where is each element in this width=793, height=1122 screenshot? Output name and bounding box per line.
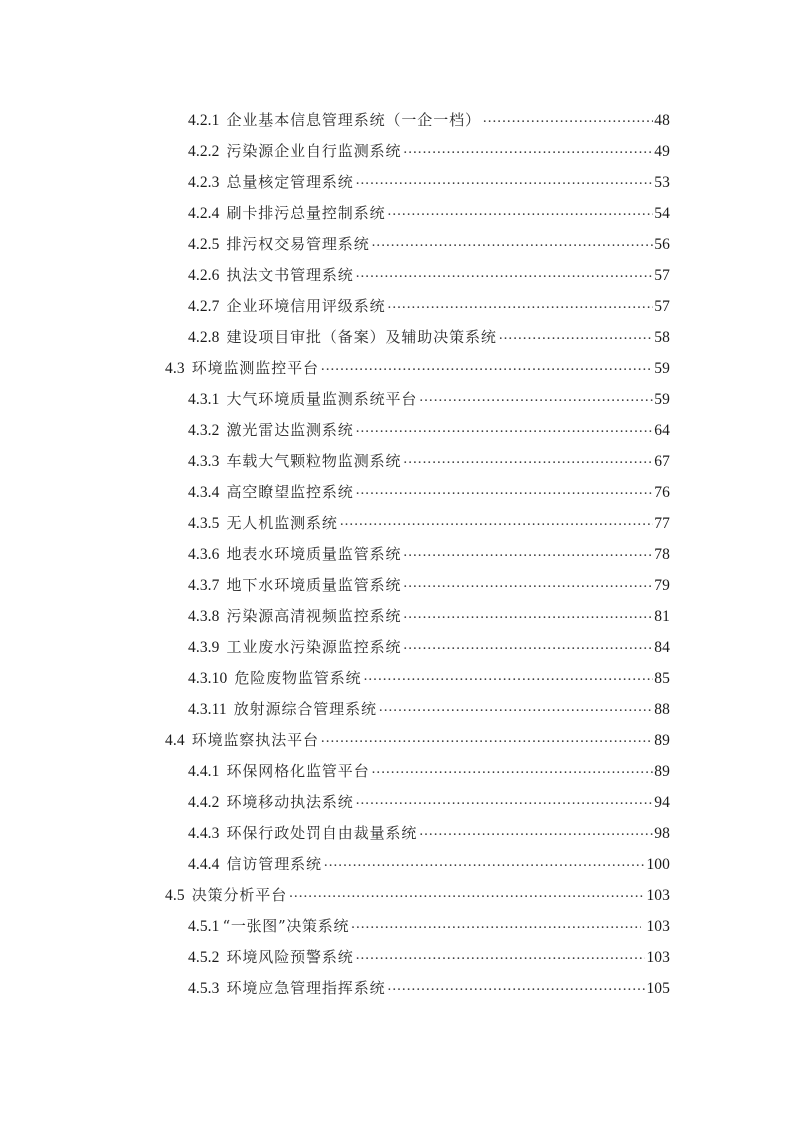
toc-entry-number: 4.5.1 (188, 918, 220, 935)
toc-entry-page-number: 76 (654, 484, 670, 501)
toc-dot-leader (379, 683, 653, 714)
toc-entry-number: 4.3.5 (188, 515, 220, 532)
toc-entry-page-number: 67 (654, 453, 670, 470)
toc-dot-leader (388, 280, 654, 311)
toc-entry-title: 高空瞭望监控系统 (226, 483, 354, 501)
toc-dot-leader (388, 187, 654, 218)
toc-entry-page-number: 84 (654, 639, 670, 656)
toc-entry-number: 4.3 (165, 360, 185, 377)
toc-entry-page-number: 58 (654, 329, 670, 346)
toc-entry-title: 决策分析平台 (191, 886, 288, 904)
toc-entry-title: 环境监测监控平台 (191, 359, 319, 377)
toc-dot-leader (403, 528, 653, 559)
toc-entry-page-number: 100 (646, 856, 670, 873)
toc-entry-title: “一张图”决策系统 (222, 917, 350, 935)
toc-dot-leader (403, 559, 653, 590)
toc-entry-number: 4.4.1 (188, 763, 220, 780)
toc-entry-number: 4.4.4 (188, 856, 220, 873)
toc-entry-number: 4.3.10 (188, 670, 228, 687)
toc-entry-page-number: 57 (654, 298, 670, 315)
toc-dot-leader (356, 776, 654, 807)
toc-entry-number: 4.4.3 (188, 825, 220, 842)
toc-entry-title: 执法文书管理系统 (226, 266, 354, 284)
table-of-contents-list (165, 94, 670, 997)
toc-entry-title: 环境风险预警系统 (226, 948, 354, 966)
toc-dot-leader (356, 156, 654, 187)
toc-dot-leader (356, 249, 654, 280)
toc-entry-title: 企业基本信息管理系统（一企一档） (226, 111, 481, 129)
toc-entry-title: 车载大气颗粒物监测系统 (226, 452, 402, 470)
toc-entry-title: 建设项目审批（备案）及辅助决策系统 (226, 328, 497, 346)
toc-entry-page-number: 103 (646, 918, 670, 935)
toc-entry-number: 4.3.4 (188, 484, 220, 501)
toc-entry-number: 4.2.8 (188, 329, 220, 346)
toc-entry-page-number: 103 (646, 887, 670, 904)
toc-entry-page-number: 94 (654, 794, 670, 811)
toc-dot-leader (324, 838, 646, 869)
toc-entry-page-number: 89 (654, 763, 670, 780)
toc-dot-leader (419, 807, 653, 838)
toc-entry-title: 危险废物监管系统 (234, 669, 362, 687)
toc-entry-number: 4.3.9 (188, 639, 220, 656)
toc-entry-page-number: 81 (654, 608, 670, 625)
toc-entry-number: 4.3.3 (188, 453, 220, 470)
toc-entry-page-number: 79 (654, 577, 670, 594)
toc-entry-title: 企业环境信用评级系统 (226, 297, 386, 315)
toc-entry-title: 刷卡排污总量控制系统 (226, 204, 386, 222)
toc-entry-number: 4.3.8 (188, 608, 220, 625)
toc-entry-number: 4.3.11 (188, 701, 227, 718)
toc-entry-number: 4.3.1 (188, 391, 220, 408)
toc-dot-leader (356, 404, 654, 435)
toc-entry[interactable] (165, 94, 670, 129)
toc-entry-number: 4.4 (165, 732, 185, 749)
toc-entry-number: 4.2.4 (188, 205, 220, 222)
toc-dot-leader (388, 962, 646, 993)
toc-entry-title: 信访管理系统 (226, 855, 322, 873)
toc-entry-number: 4.5.3 (188, 980, 220, 997)
toc-entry-page-number: 57 (654, 267, 670, 284)
toc-entry-number: 4.2.7 (188, 298, 220, 315)
toc-entry-title: 激光雷达监测系统 (226, 421, 354, 439)
toc-entry-page-number: 77 (654, 515, 670, 532)
toc-dot-leader (403, 621, 653, 652)
toc-entry-number: 4.4.2 (188, 794, 220, 811)
toc-entry-page-number: 53 (654, 174, 670, 191)
toc-entry-number: 4.3.2 (188, 422, 220, 439)
toc-entry-number: 4.2.3 (188, 174, 220, 191)
toc-entry-number: 4.2.6 (188, 267, 220, 284)
toc-entry-page-number: 48 (654, 112, 670, 129)
toc-entry-title: 环境移动执法系统 (226, 793, 354, 811)
toc-entry-title: 总量核定管理系统 (226, 173, 354, 191)
toc-dot-leader (419, 373, 653, 404)
toc-entry-page-number: 54 (654, 205, 670, 222)
toc-dot-leader (483, 94, 653, 125)
toc-entry-title: 放射源综合管理系统 (233, 700, 377, 718)
toc-entry-page-number: 103 (646, 949, 670, 966)
toc-entry-number: 4.5.2 (188, 949, 220, 966)
toc-entry-page-number: 64 (654, 422, 670, 439)
toc-dot-leader (289, 869, 645, 900)
toc-entry-title: 排污权交易管理系统 (226, 235, 370, 253)
toc-entry-title: 地表水环境质量监管系统 (226, 545, 402, 563)
toc-entry-title: 地下水环境质量监管系统 (226, 576, 402, 594)
toc-entry-page-number: 89 (654, 732, 670, 749)
toc-entry-page-number: 85 (654, 670, 670, 687)
toc-entry-title: 污染源高清视频监控系统 (226, 607, 402, 625)
toc-entry-number: 4.3.7 (188, 577, 220, 594)
toc-entry-title: 环保行政处罚自由裁量系统 (226, 824, 418, 842)
toc-dot-leader (364, 652, 654, 683)
toc-entry-title: 环境监察执法平台 (191, 731, 319, 749)
toc-dot-leader (356, 931, 646, 962)
toc-entry-title: 环境应急管理指挥系统 (226, 979, 386, 997)
toc-entry-number: 4.2.5 (188, 236, 220, 253)
toc-dot-leader (403, 590, 653, 621)
toc-dot-leader (372, 218, 654, 249)
toc-dot-leader (403, 125, 653, 156)
toc-dot-leader (321, 714, 653, 745)
toc-entry-title: 环保网格化监管平台 (226, 762, 370, 780)
toc-entry-page-number: 88 (654, 701, 670, 718)
toc-entry-number: 4.2.1 (188, 112, 220, 129)
toc-dot-leader (356, 466, 654, 497)
toc-entry-title: 大气环境质量监测系统平台 (226, 390, 418, 408)
toc-entry-number: 4.3.6 (188, 546, 220, 563)
toc-dot-leader (340, 497, 653, 528)
toc-entry-page-number: 56 (654, 236, 670, 253)
toc-entry-page-number: 59 (654, 391, 670, 408)
toc-dot-leader (499, 311, 653, 342)
toc-entry-title: 无人机监测系统 (226, 514, 338, 532)
toc-entry-page-number: 105 (646, 980, 670, 997)
toc-entry-title: 工业废水污染源监控系统 (226, 638, 402, 656)
toc-entry-title: 污染源企业自行监测系统 (226, 142, 402, 160)
toc-dot-leader (372, 745, 654, 776)
toc-entry-page-number: 49 (654, 143, 670, 160)
toc-dot-leader (351, 900, 641, 931)
toc-entry-number: 4.2.2 (188, 143, 220, 160)
toc-dot-leader (321, 342, 653, 373)
toc-entry-page-number: 78 (654, 546, 670, 563)
toc-dot-leader (403, 435, 653, 466)
toc-entry-page-number: 98 (654, 825, 670, 842)
toc-entry-number: 4.5 (165, 887, 185, 904)
toc-entry-page-number: 59 (654, 360, 670, 377)
